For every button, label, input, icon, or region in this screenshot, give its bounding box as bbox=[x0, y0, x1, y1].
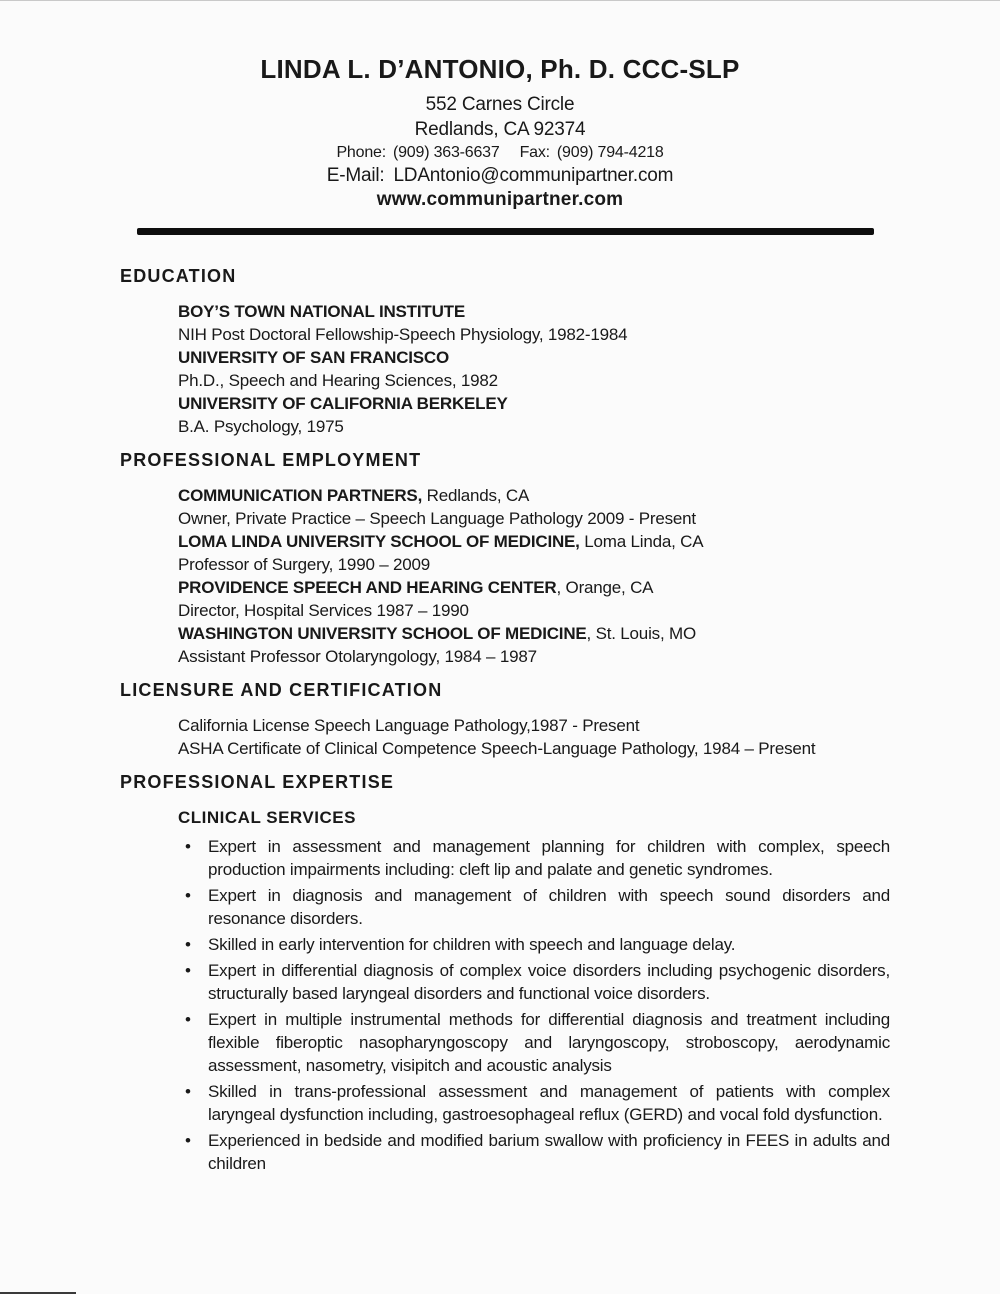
employment-role: Director, Hospital Services 1987 – 1990 bbox=[178, 601, 469, 620]
bullet-icon: • bbox=[185, 961, 191, 980]
bullet-icon: • bbox=[185, 1082, 191, 1101]
bullet-icon: • bbox=[185, 837, 191, 856]
expertise-content bbox=[178, 806, 890, 1175]
resume-body bbox=[120, 258, 890, 1187]
employment-location: Redlands, CA bbox=[422, 486, 530, 505]
education-institution: UNIVERSITY OF CALIFORNIA BERKELEY bbox=[178, 394, 508, 413]
website-url: www.communipartner.com bbox=[376, 189, 624, 210]
header-divider-rule bbox=[137, 228, 874, 235]
bullet-icon: • bbox=[185, 935, 191, 954]
employment-organization: COMMUNICATION PARTNERS, bbox=[178, 486, 423, 505]
phone-number: (909) 363-6637 bbox=[392, 144, 500, 161]
address-city: Redlands, CA 92374 bbox=[414, 119, 586, 140]
employment-location: , St. Louis, MO bbox=[586, 624, 696, 643]
section-expertise bbox=[120, 772, 890, 1175]
bullet-text: Skilled in trans-professional assessment and management of patients with complex laryngeal dysfunction including, gastroesophageal reflux (GERD) and vocal fold dysfunction. bbox=[208, 1082, 890, 1124]
list-item bbox=[178, 1008, 890, 1077]
clinical-services-subheading: CLINICAL SERVICES bbox=[178, 808, 356, 827]
education-entries bbox=[178, 300, 890, 438]
education-institution: BOY’S TOWN NATIONAL INSTITUTE bbox=[178, 302, 465, 321]
education-detail: Ph.D., Speech and Hearing Sciences, 1982 bbox=[178, 371, 498, 390]
employment-heading: PROFESSIONAL EMPLOYMENT bbox=[120, 450, 422, 470]
employment-org-line bbox=[178, 622, 890, 645]
licensure-items bbox=[178, 714, 890, 760]
employment-role: Professor of Surgery, 1990 – 2009 bbox=[178, 555, 431, 574]
list-item bbox=[178, 959, 890, 1005]
bullet-text: Skilled in early intervention for children with speech and language delay. bbox=[208, 935, 736, 954]
employment-org-line bbox=[178, 484, 890, 507]
licensure-item: ASHA Certificate of Clinical Competence Speech-Language Pathology, 1984 – Present bbox=[178, 739, 816, 758]
list-item bbox=[178, 1080, 890, 1126]
fax-number: (909) 794-4218 bbox=[556, 144, 664, 161]
section-employment bbox=[120, 450, 890, 668]
section-education bbox=[120, 266, 890, 438]
email-address: LDAntonio@communipartner.com bbox=[393, 165, 674, 186]
employment-organization: WASHINGTON UNIVERSITY SCHOOL OF MEDICINE bbox=[178, 624, 587, 643]
phone-fax-line bbox=[0, 142, 1000, 164]
employment-entries bbox=[178, 484, 890, 668]
employment-org-line bbox=[178, 576, 890, 599]
employment-role: Owner, Private Practice – Speech Language Pathology 2009 - Present bbox=[178, 509, 696, 528]
licensure-item: California License Speech Language Pathology,1987 - Present bbox=[178, 716, 640, 735]
fax-label: Fax: bbox=[519, 144, 550, 161]
bullet-text: Expert in assessment and management planning for children with complex, speech production impairments including: cleft lip and palate and genetic syndromes. bbox=[208, 837, 890, 879]
bullet-icon: • bbox=[185, 1131, 191, 1150]
list-item bbox=[178, 835, 890, 881]
employment-org-line bbox=[178, 530, 890, 553]
bullet-icon: • bbox=[185, 886, 191, 905]
employment-location: , Orange, CA bbox=[556, 578, 654, 597]
bullet-text: Experienced in bedside and modified barium swallow with proficiency in FEES in adults and children bbox=[208, 1131, 890, 1173]
page-top-edge bbox=[0, 0, 1000, 1]
employment-location: Loma Linda, CA bbox=[579, 532, 704, 551]
bullet-text: Expert in multiple instrumental methods for differential diagnosis and treatment including flexible fiberoptic nasopharyngoscopy and laryngoscopy, stroboscopy, aerodynamic assessment, nasometry, visipitch and acoustic analysis bbox=[208, 1010, 890, 1075]
resume-header bbox=[0, 54, 1000, 212]
list-item bbox=[178, 933, 890, 956]
employment-organization: LOMA LINDA UNIVERSITY SCHOOL OF MEDICINE, bbox=[178, 532, 580, 551]
bullet-text: Expert in differential diagnosis of complex voice disorders including psychogenic disorders, structurally based laryngeal disorders and functional voice disorders. bbox=[208, 961, 890, 1003]
clinical-services-list bbox=[178, 835, 890, 1175]
list-item bbox=[178, 1129, 890, 1175]
section-licensure bbox=[120, 680, 890, 760]
expertise-heading: PROFESSIONAL EXPERTISE bbox=[120, 772, 395, 792]
education-heading: EDUCATION bbox=[120, 266, 237, 286]
education-institution: UNIVERSITY OF SAN FRANCISCO bbox=[178, 348, 450, 367]
employment-role: Assistant Professor Otolaryngology, 1984 – 1987 bbox=[178, 647, 537, 666]
address-street: 552 Carnes Circle bbox=[425, 94, 575, 115]
email-line bbox=[0, 164, 1000, 188]
licensure-heading: LICENSURE AND CERTIFICATION bbox=[120, 680, 443, 700]
email-label: E-Mail: bbox=[326, 165, 385, 186]
list-item bbox=[178, 884, 890, 930]
education-detail: NIH Post Doctoral Fellowship-Speech Physiology, 1982-1984 bbox=[178, 325, 628, 344]
phone-label: Phone: bbox=[336, 144, 386, 161]
candidate-name: LINDA L. D’ANTONIO, Ph. D. CCC-SLP bbox=[260, 54, 740, 84]
bullet-icon: • bbox=[185, 1010, 191, 1029]
education-detail: B.A. Psychology, 1975 bbox=[178, 417, 344, 436]
employment-organization: PROVIDENCE SPEECH AND HEARING CENTER bbox=[178, 578, 557, 597]
bullet-text: Expert in diagnosis and management of children with speech sound disorders and resonance disorders. bbox=[208, 886, 890, 928]
